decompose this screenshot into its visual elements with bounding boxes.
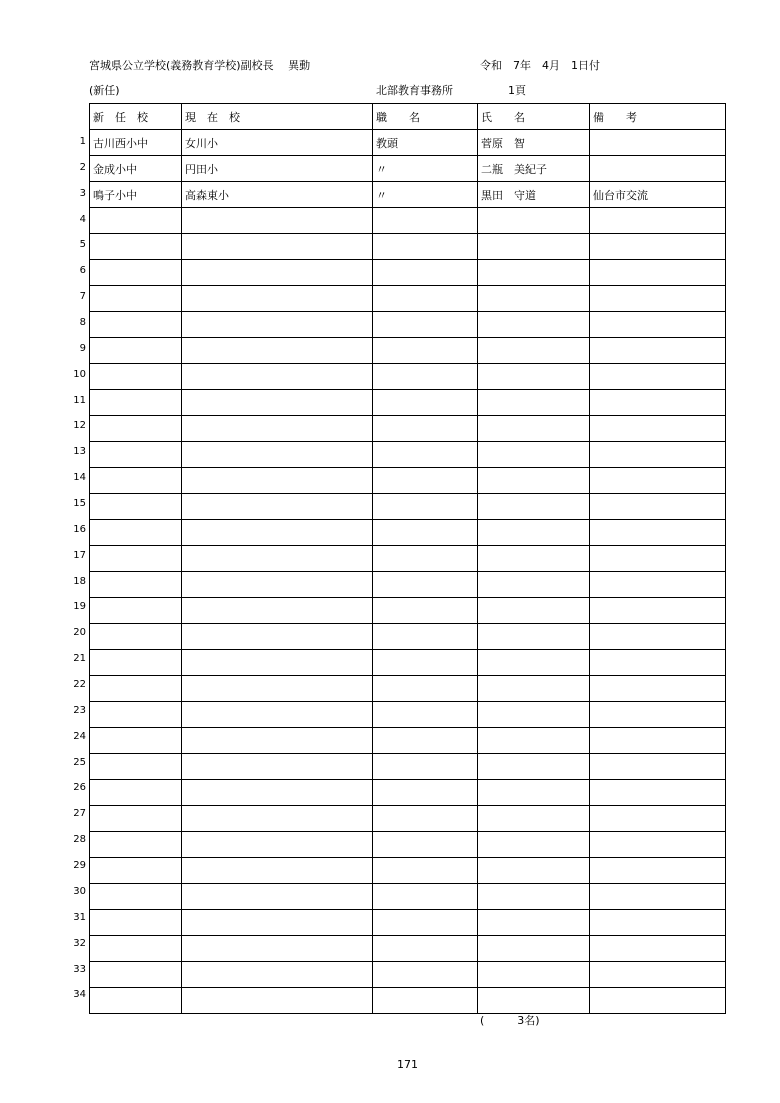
row-number: 23 [73,704,86,716]
cell-remarks [590,936,726,962]
cell-new-school [90,234,182,260]
row-number: 28 [73,834,86,846]
row-number: 11 [73,394,86,406]
cell-current-school [182,858,373,884]
cell-new-school [90,754,182,780]
table-row [90,780,726,806]
page-label: 1頁 [508,84,526,97]
cell-position [373,702,478,728]
table-row [90,416,726,442]
cell-position [373,962,478,988]
cell-current-school [182,806,373,832]
row-number: 26 [73,782,86,794]
cell-remarks [590,260,726,286]
personnel-table [89,103,726,1014]
table-row [90,884,726,910]
cell-name: 黒田 守道 [478,182,590,208]
row-number: 16 [73,523,86,535]
cell-position [373,520,478,546]
cell-name [478,546,590,572]
cell-remarks [590,962,726,988]
cell-position [373,910,478,936]
cell-position [373,624,478,650]
cell-remarks [590,754,726,780]
row-number: 13 [73,446,86,458]
cell-new-school [90,494,182,520]
cell-remarks [590,390,726,416]
cell-current-school [182,650,373,676]
cell-new-school [90,676,182,702]
column-header-current-school: 現 在 校 [182,104,373,130]
cell-remarks [590,650,726,676]
row-number: 34 [73,989,86,1001]
cell-remarks [590,286,726,312]
cell-new-school [90,598,182,624]
row-number: 19 [73,601,86,613]
cell-name [478,598,590,624]
row-number: 27 [73,808,86,820]
table-row [90,546,726,572]
table-row [90,364,726,390]
cell-position: 〃 [373,182,478,208]
row-number: 3 [79,187,86,199]
cell-name [478,624,590,650]
column-header-name: 氏 名 [478,104,590,130]
row-number: 6 [79,265,86,277]
total-count: ( 3名) [480,1014,540,1027]
cell-position [373,780,478,806]
cell-current-school [182,624,373,650]
cell-new-school [90,520,182,546]
cell-remarks [590,780,726,806]
row-number: 21 [73,653,86,665]
cell-new-school [90,832,182,858]
table-row [90,754,726,780]
cell-current-school [182,390,373,416]
cell-position [373,546,478,572]
row-number: 18 [73,575,86,587]
row-number: 25 [73,756,86,768]
cell-position [373,312,478,338]
cell-current-school [182,884,373,910]
table-row [90,260,726,286]
cell-position: 教頭 [373,130,478,156]
cell-name [478,884,590,910]
row-number: 29 [73,860,86,872]
cell-position [373,208,478,234]
cell-current-school [182,702,373,728]
cell-current-school: 女川小 [182,130,373,156]
cell-remarks [590,988,726,1014]
cell-current-school [182,416,373,442]
cell-position [373,234,478,260]
cell-current-school [182,312,373,338]
cell-current-school [182,572,373,598]
cell-remarks [590,234,726,260]
row-number-column [60,129,86,1008]
row-number: 7 [79,291,86,303]
table-row [90,442,726,468]
cell-remarks [590,546,726,572]
cell-name [478,312,590,338]
row-number: 8 [79,317,86,329]
row-number: 9 [79,342,86,354]
cell-position [373,936,478,962]
table-row [90,494,726,520]
cell-name [478,650,590,676]
cell-current-school [182,546,373,572]
table-row [90,728,726,754]
cell-name [478,702,590,728]
cell-current-school [182,234,373,260]
cell-position [373,728,478,754]
table-row [90,676,726,702]
cell-new-school [90,962,182,988]
cell-new-school [90,936,182,962]
cell-remarks [590,130,726,156]
cell-current-school [182,442,373,468]
table-row [90,130,726,156]
row-number: 33 [73,963,86,975]
column-header-remarks: 備 考 [590,104,726,130]
cell-remarks [590,884,726,910]
cell-name [478,494,590,520]
table-row [90,208,726,234]
table-row [90,650,726,676]
cell-name: 二瓶 美紀子 [478,156,590,182]
cell-remarks [590,468,726,494]
row-number: 20 [73,627,86,639]
row-number: 31 [73,911,86,923]
cell-name [478,728,590,754]
cell-current-school [182,780,373,806]
cell-remarks [590,624,726,650]
cell-name [478,468,590,494]
row-number: 30 [73,885,86,897]
cell-position [373,858,478,884]
column-header-new-school: 新 任 校 [90,104,182,130]
cell-remarks [590,494,726,520]
table-row [90,988,726,1014]
cell-position [373,494,478,520]
cell-new-school [90,286,182,312]
table-row [90,702,726,728]
table-row [90,286,726,312]
cell-new-school [90,806,182,832]
cell-new-school [90,260,182,286]
cell-remarks [590,702,726,728]
cell-current-school [182,364,373,390]
row-number: 14 [73,472,86,484]
cell-remarks [590,338,726,364]
table-header-row [90,104,726,130]
table-row [90,572,726,598]
cell-name [478,858,590,884]
cell-name [478,286,590,312]
cell-current-school [182,832,373,858]
cell-current-school [182,286,373,312]
cell-current-school [182,910,373,936]
cell-position [373,416,478,442]
cell-position [373,468,478,494]
table-row [90,312,726,338]
cell-current-school [182,754,373,780]
cell-name [478,572,590,598]
cell-remarks [590,832,726,858]
cell-current-school [182,728,373,754]
cell-new-school [90,442,182,468]
cell-name [478,208,590,234]
row-number: 12 [73,420,86,432]
cell-new-school: 金成小中 [90,156,182,182]
cell-new-school [90,884,182,910]
cell-name [478,754,590,780]
cell-current-school [182,338,373,364]
cell-remarks [590,728,726,754]
column-header-position: 職 名 [373,104,478,130]
cell-current-school [182,598,373,624]
cell-position [373,832,478,858]
cell-current-school [182,520,373,546]
cell-remarks [590,910,726,936]
cell-name [478,988,590,1014]
cell-new-school [90,858,182,884]
table-row [90,598,726,624]
row-number: 2 [79,161,86,173]
cell-current-school [182,676,373,702]
cell-name [478,260,590,286]
table-row [90,182,726,208]
cell-position [373,884,478,910]
cell-name [478,338,590,364]
cell-position [373,390,478,416]
cell-name [478,390,590,416]
cell-current-school [182,260,373,286]
cell-remarks [590,208,726,234]
row-number: 17 [73,549,86,561]
cell-new-school [90,390,182,416]
table-row [90,910,726,936]
cell-name [478,806,590,832]
cell-current-school [182,208,373,234]
cell-current-school [182,468,373,494]
cell-remarks [590,312,726,338]
cell-position: 〃 [373,156,478,182]
cell-position [373,598,478,624]
cell-name [478,832,590,858]
cell-position [373,338,478,364]
row-number: 32 [73,937,86,949]
cell-current-school [182,494,373,520]
cell-new-school [90,208,182,234]
cell-position [373,572,478,598]
cell-name [478,234,590,260]
cell-name [478,520,590,546]
cell-position [373,442,478,468]
cell-new-school [90,910,182,936]
row-number: 4 [79,213,86,225]
cell-new-school [90,364,182,390]
row-number: 22 [73,679,86,691]
cell-name: 菅原 智 [478,130,590,156]
table-row [90,338,726,364]
row-number: 5 [79,239,86,251]
cell-name [478,936,590,962]
document-title: 宮城県公立学校(義務教育学校)副校長 異動 [89,59,311,72]
cell-new-school: 鳴子小中 [90,182,182,208]
row-number: 15 [73,498,86,510]
cell-name [478,962,590,988]
table-row [90,806,726,832]
cell-remarks [590,598,726,624]
cell-position [373,364,478,390]
cell-remarks: 仙台市交流 [590,182,726,208]
cell-name [478,676,590,702]
cell-new-school [90,468,182,494]
cell-name [478,442,590,468]
issue-date: 令和 7年 4月 1日付 [480,59,600,72]
table-row [90,624,726,650]
cell-name [478,780,590,806]
cell-remarks [590,676,726,702]
cell-new-school [90,780,182,806]
table-row [90,390,726,416]
cell-current-school [182,936,373,962]
table-row [90,520,726,546]
cell-remarks [590,858,726,884]
cell-name [478,910,590,936]
cell-remarks [590,156,726,182]
cell-current-school: 高森東小 [182,182,373,208]
row-number: 1 [79,136,86,147]
cell-remarks [590,572,726,598]
cell-current-school: 円田小 [182,156,373,182]
cell-new-school [90,650,182,676]
table-row [90,468,726,494]
cell-new-school [90,728,182,754]
cell-remarks [590,442,726,468]
cell-new-school [90,416,182,442]
cell-new-school [90,338,182,364]
cell-new-school [90,312,182,338]
table-row [90,234,726,260]
cell-new-school [90,624,182,650]
cell-position [373,806,478,832]
cell-new-school [90,988,182,1014]
cell-position [373,676,478,702]
cell-position [373,650,478,676]
page-number: 171 [397,1058,418,1071]
cell-name [478,364,590,390]
table-row [90,962,726,988]
table-row [90,936,726,962]
office-name: 北部教育事務所 [376,84,453,97]
cell-remarks [590,364,726,390]
cell-new-school [90,702,182,728]
cell-remarks [590,806,726,832]
row-number: 24 [73,730,86,742]
table-row [90,832,726,858]
cell-new-school [90,546,182,572]
cell-position [373,988,478,1014]
cell-position [373,260,478,286]
cell-new-school: 古川西小中 [90,130,182,156]
cell-position [373,754,478,780]
cell-remarks [590,520,726,546]
category-label: (新任) [89,84,120,97]
table-row [90,858,726,884]
cell-new-school [90,572,182,598]
cell-name [478,416,590,442]
cell-remarks [590,416,726,442]
cell-current-school [182,988,373,1014]
cell-current-school [182,962,373,988]
row-number: 10 [73,368,86,380]
cell-position [373,286,478,312]
table-row [90,156,726,182]
